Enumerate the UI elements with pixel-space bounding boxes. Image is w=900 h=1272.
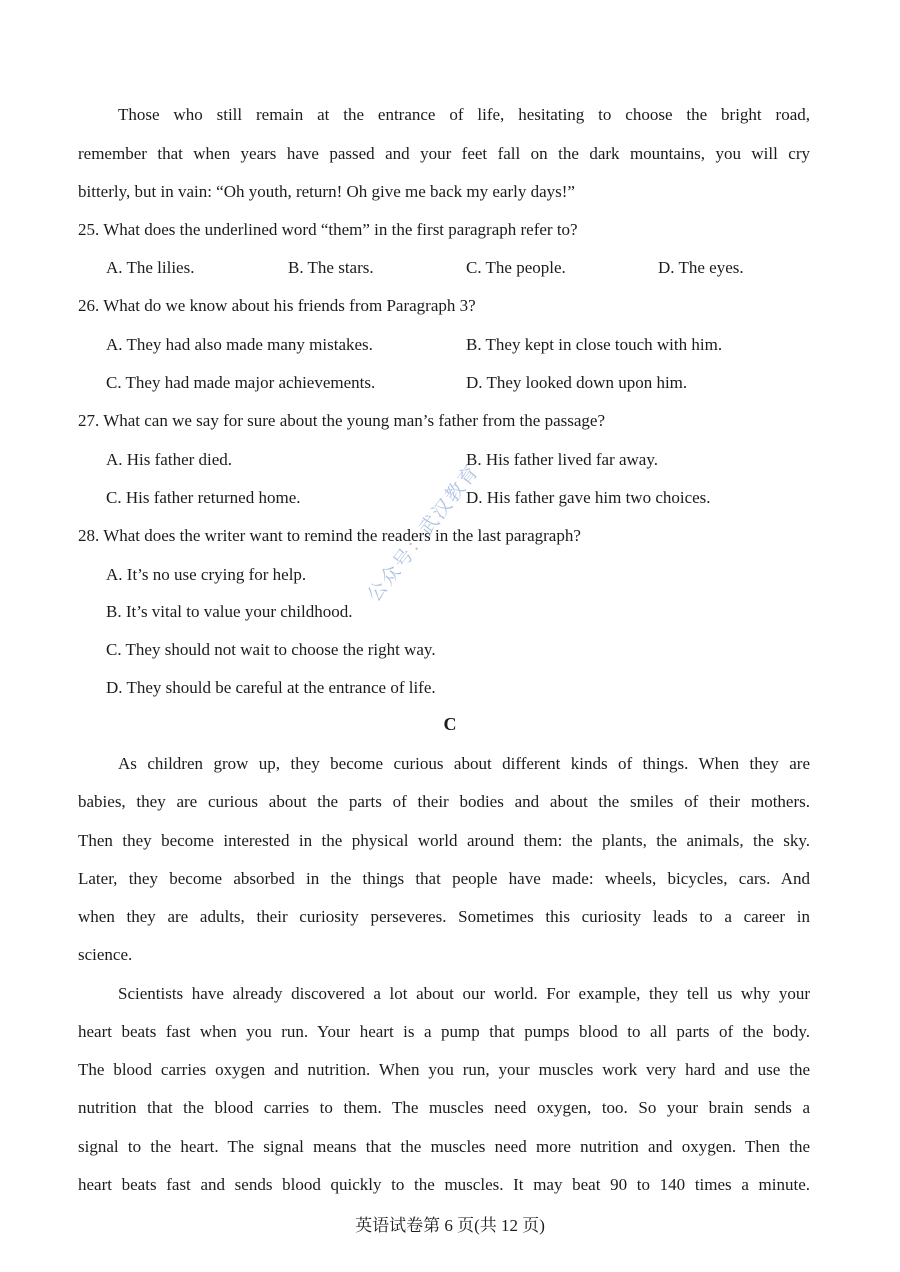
q26-option-b: B. They kept in close touch with him. bbox=[466, 335, 723, 354]
paragraph-line: As children grow up, they become curious about different kinds of things. When they are bbox=[118, 754, 810, 773]
question-26-stem: 26. What do we know about his friends from Paragraph 3? bbox=[78, 296, 476, 315]
passage-line: Those who still remain at the entrance of life, hesitating to choose the bright road, bbox=[118, 105, 810, 124]
q27-option-a: A. His father died. bbox=[106, 450, 233, 469]
q25-option-b: B. The stars. bbox=[288, 258, 374, 277]
question-28-stem: 28. What does the writer want to remind the readers in the last paragraph? bbox=[78, 526, 581, 545]
q28-option-b: B. It’s vital to value your childhood. bbox=[106, 602, 353, 621]
paragraph-line: heart beats fast and sends blood quickly to the muscles. It may beat 90 to 140 times a minute. bbox=[78, 1175, 810, 1194]
paragraph-line: science. bbox=[78, 945, 133, 964]
passage-line: bitterly, but in vain: “Oh youth, return! Oh give me back my early days!” bbox=[78, 182, 575, 201]
q27-option-b: B. His father lived far away. bbox=[466, 450, 658, 469]
paragraph-line: Later, they become absorbed in the things that people have made: wheels, bicycles, cars. And bbox=[78, 869, 810, 888]
paragraph-line: The blood carries oxygen and nutrition. When you run, your muscles work very hard and use the bbox=[78, 1060, 810, 1079]
q26-option-a: A. They had also made many mistakes. bbox=[106, 335, 373, 354]
q27-option-d: D. His father gave him two choices. bbox=[466, 488, 711, 507]
passage-line: remember that when years have passed and your feet fall on the dark mountains, you will cry bbox=[78, 144, 810, 163]
q27-option-c: C. His father returned home. bbox=[106, 488, 301, 507]
watermark: 公众号：武汉教育 bbox=[363, 460, 484, 607]
question-27-stem: 27. What can we say for sure about the young man’s father from the passage? bbox=[78, 411, 605, 430]
paragraph-line: when they are adults, their curiosity perseveres. Sometimes this curiosity leads to a career in bbox=[78, 907, 810, 926]
q25-option-a: A. The lilies. bbox=[106, 258, 195, 277]
q25-option-d: D. The eyes. bbox=[658, 258, 744, 277]
paragraph-line: heart beats fast when you run. Your heart is a pump that pumps blood to all parts of the body. bbox=[78, 1022, 810, 1041]
paragraph-line: signal to the heart. The signal means that the muscles need more nutrition and oxygen. Then the bbox=[78, 1137, 810, 1156]
paragraph-line: babies, they are curious about the parts of their bodies and about the smiles of their mothers. bbox=[78, 792, 810, 811]
q28-option-c: C. They should not wait to choose the right way. bbox=[106, 640, 436, 659]
paragraph-line: Then they become interested in the physical world around them: the plants, the animals, the sky. bbox=[78, 831, 810, 850]
page-footer: 英语试卷第 6 页(共 12 页) bbox=[355, 1216, 545, 1235]
q26-option-d: D. They looked down upon him. bbox=[466, 373, 688, 392]
section-heading: C bbox=[443, 714, 457, 734]
q26-option-c: C. They had made major achievements. bbox=[106, 373, 376, 392]
q25-option-c: C. The people. bbox=[466, 258, 566, 277]
q28-option-a: A. It’s no use crying for help. bbox=[106, 565, 307, 584]
paragraph-line: nutrition that the blood carries to them. The muscles need oxygen, too. So your brain sends a bbox=[78, 1098, 810, 1117]
paragraph-line: Scientists have already discovered a lot about our world. For example, they tell us why your bbox=[118, 984, 810, 1003]
q28-option-d: D. They should be careful at the entrance of life. bbox=[106, 678, 436, 697]
question-25-stem: 25. What does the underlined word “them” in the first paragraph refer to? bbox=[78, 220, 578, 239]
